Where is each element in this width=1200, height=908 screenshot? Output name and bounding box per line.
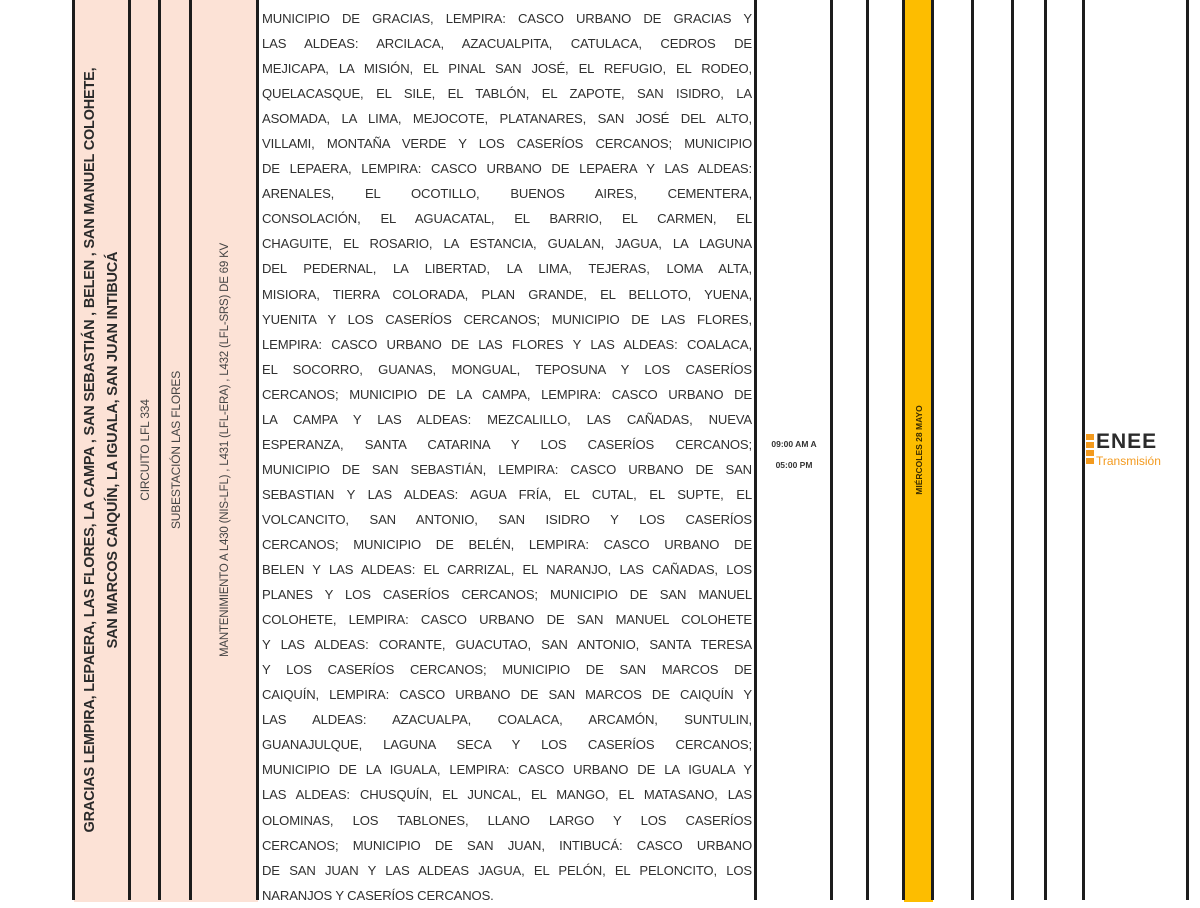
affected-areas-line: MUNICIPIO DE LA IGUALA, LEMPIRA: CASCO URBANO DE LA IGUALA Y xyxy=(262,762,752,778)
table-border xyxy=(189,0,192,900)
affected-areas-line: ESPERANZA, SANTA CATARINA Y LOS CASERÍOS CERCANOS; xyxy=(262,436,752,452)
affected-areas-line: VOLCANCITO, SAN ANTONIO, SAN ISIDRO Y LOS CASERÍOS xyxy=(262,511,752,527)
affected-areas-line: LAS ALDEAS: ARCILACA, AZACUALPITA, CATULACA, CEDROS DE xyxy=(262,36,752,52)
affected-areas-line: MUNICIPIO DE GRACIAS, LEMPIRA: CASCO URBANO DE GRACIAS Y xyxy=(262,11,752,26)
substation-cell xyxy=(160,0,191,902)
table-border xyxy=(72,0,75,900)
affected-areas-line: LEMPIRA: CASCO URBANO DE LAS FLORES Y LAS ALDEAS: COALACA, xyxy=(262,336,752,352)
affected-areas-line: VILLAMI, MONTAÑA VERDE Y LOS CASERÍOS CERCANOS; MUNICIPIO xyxy=(262,136,752,152)
affected-areas-line: CONSOLACIÓN, EL AGUACATAL, EL BARRIO, EL CARMEN, EL xyxy=(262,211,752,227)
zones-text xyxy=(79,20,125,880)
affected-areas-line: CAIQUÍN, LEMPIRA: CASCO URBANO DE SAN MARCOS DE CAIQUÍN Y xyxy=(262,687,752,703)
affected-areas-line: EL SOCORRO, GUANAS, MONGUAL, TEPOSUNA Y LOS CASERÍOS xyxy=(262,361,752,377)
affected-areas-line: MEJICAPA, LA MISIÓN, EL PINAL SAN JOSÉ, EL REFUGIO, EL RODEO, xyxy=(262,61,752,77)
affected-areas-line: MUNICIPIO DE SAN SEBASTIÁN, LEMPIRA: CASCO URBANO DE SAN xyxy=(262,461,752,477)
work-cell xyxy=(191,0,258,902)
table-border xyxy=(1044,0,1047,900)
table-border xyxy=(866,0,869,900)
time-cell xyxy=(757,434,831,476)
affected-areas-line: NARANJOS Y CASERÍOS CERCANOS. xyxy=(262,887,494,903)
affected-areas-line: DE SAN JUAN Y LAS ALDEAS JAGUA, EL PELÓN, EL PELONCITO, LOS xyxy=(262,862,752,878)
table-border xyxy=(158,0,161,900)
affected-areas-line: CHAGUITE, EL ROSARIO, LA ESTANCIA, GUALAN, JAGUA, LA LAGUNA xyxy=(262,236,752,252)
affected-areas-line: PLANES Y LOS CASERÍOS CERCANOS; MUNICIPIO DE SAN MANUEL xyxy=(262,587,752,603)
affected-areas-line: OLOMINAS, LOS TABLONES, LLANO LARGO Y LOS CASERÍOS xyxy=(262,812,752,828)
affected-areas-line: QUELACASQUE, EL SILE, EL TABLÓN, EL ZAPOTE, SAN ISIDRO, LA xyxy=(262,86,752,102)
time-end: 05:00 PM xyxy=(775,460,813,470)
time-start: 09:00 AM A xyxy=(771,439,817,449)
affected-areas-line: CERCANOS; MUNICIPIO DE LA CAMPA, LEMPIRA: CASCO URBANO DE xyxy=(262,386,752,402)
affected-areas-line: SEBASTIAN Y LAS ALDEAS: AGUA FRÍA, EL CUTAL, EL SUPTE, EL xyxy=(262,486,752,502)
affected-areas-line: ASOMADA, LA LIMA, MEJOCOTE, PLATANARES, SAN JOSÉ DEL ALTO, xyxy=(262,111,752,127)
table-border xyxy=(256,0,259,900)
table-border xyxy=(931,0,934,900)
enee-logo-icon xyxy=(1086,434,1094,464)
affected-areas-line: ARENALES, EL OCOTILLO, BUENOS AIRES, CEMENTERA, xyxy=(262,186,752,202)
affected-areas-line: LAS ALDEAS: AZACUALPA, COALACA, ARCAMÓN, SUNTULIN, xyxy=(262,712,752,728)
affected-areas-line: CERCANOS; MUNICIPIO DE SAN JUAN, INTIBUCÁ: CASCO URBANO xyxy=(262,837,752,853)
affected-areas-line: COLOHETE, LEMPIRA: CASCO URBANO DE SAN MANUEL COLOHETE xyxy=(262,612,752,628)
table-border xyxy=(902,0,905,900)
affected-areas-line: LAS ALDEAS: CHUSQUÍN, EL JUNCAL, EL MANGO, EL MATASANO, LAS xyxy=(262,787,752,803)
affected-areas-line: Y LAS ALDEAS: CORANTE, GUACUTAO, SAN ANTONIO, SANTA TERESA xyxy=(262,637,752,653)
affected-areas-line: Y LOS CASERÍOS CERCANOS; MUNICIPIO DE SAN MARCOS DE xyxy=(262,662,752,678)
affected-areas-line: DEL PEDERNAL, LA LIBERTAD, LA LIMA, TEJERAS, LOMA ALTA, xyxy=(262,261,752,277)
affected-areas-text xyxy=(262,6,752,908)
affected-areas-line: MISIORA, TIERRA COLORADA, PLAN GRANDE, EL BELLOTO, YUENA, xyxy=(262,286,752,302)
date-text: MIÉRCOLES 28 MAYO xyxy=(913,405,924,495)
table-border xyxy=(128,0,131,900)
zones-line-1: GRACIAS LEMPIRA, LEPAERA, LAS FLORES, LA CAMPA , SAN SEBASTIÁN , BELEN , SAN MANUEL COLOHETE, xyxy=(82,67,98,833)
zones-cell xyxy=(74,0,130,902)
circuit-text: CIRCUITO LFL 334 xyxy=(138,399,152,501)
affected-areas-line: LA CAMPA Y LAS ALDEAS: MEZCALILLO, LAS CAÑADAS, NUEVA xyxy=(262,411,752,427)
affected-areas-line: YUENITA Y LOS CASERÍOS CERCANOS; MUNICIPIO DE LAS FLORES, xyxy=(262,311,752,327)
logo-subtitle: Transmisión xyxy=(1096,454,1161,468)
circuit-cell xyxy=(130,0,160,902)
work-text: MANTENIMIENTO A L430 (NIS-LFL) , L431 (LFL-ERA) , L432 (LFL-SRS) DE 69 KV xyxy=(218,242,231,658)
affected-areas-line: BELEN Y LAS ALDEAS: EL CARRIZAL, EL NARANJO, LAS CAÑADAS, LOS xyxy=(262,562,752,578)
affected-areas-line: DE LEPAERA, LEMPIRA: CASCO URBANO DE LEPAERA Y LAS ALDEAS: xyxy=(262,161,752,177)
affected-areas-line: GUANAJULQUE, LAGUNA SECA Y LOS CASERÍOS CERCANOS; xyxy=(262,737,752,753)
logo-name: ENEE xyxy=(1096,430,1158,453)
substation-text: SUBESTACIÓN LAS FLORES xyxy=(168,370,183,530)
table-border xyxy=(971,0,974,900)
date-cell xyxy=(904,0,933,902)
affected-areas-line: CERCANOS; MUNICIPIO DE BELÉN, LEMPIRA: CASCO URBANO DE xyxy=(262,536,752,552)
table-border xyxy=(1011,0,1014,900)
enee-logo xyxy=(1084,430,1194,470)
zones-line-2: SAN MARCOS CAIQUÍN, LA IGUALA, SAN JUAN INTIBUCÁ xyxy=(105,251,121,649)
